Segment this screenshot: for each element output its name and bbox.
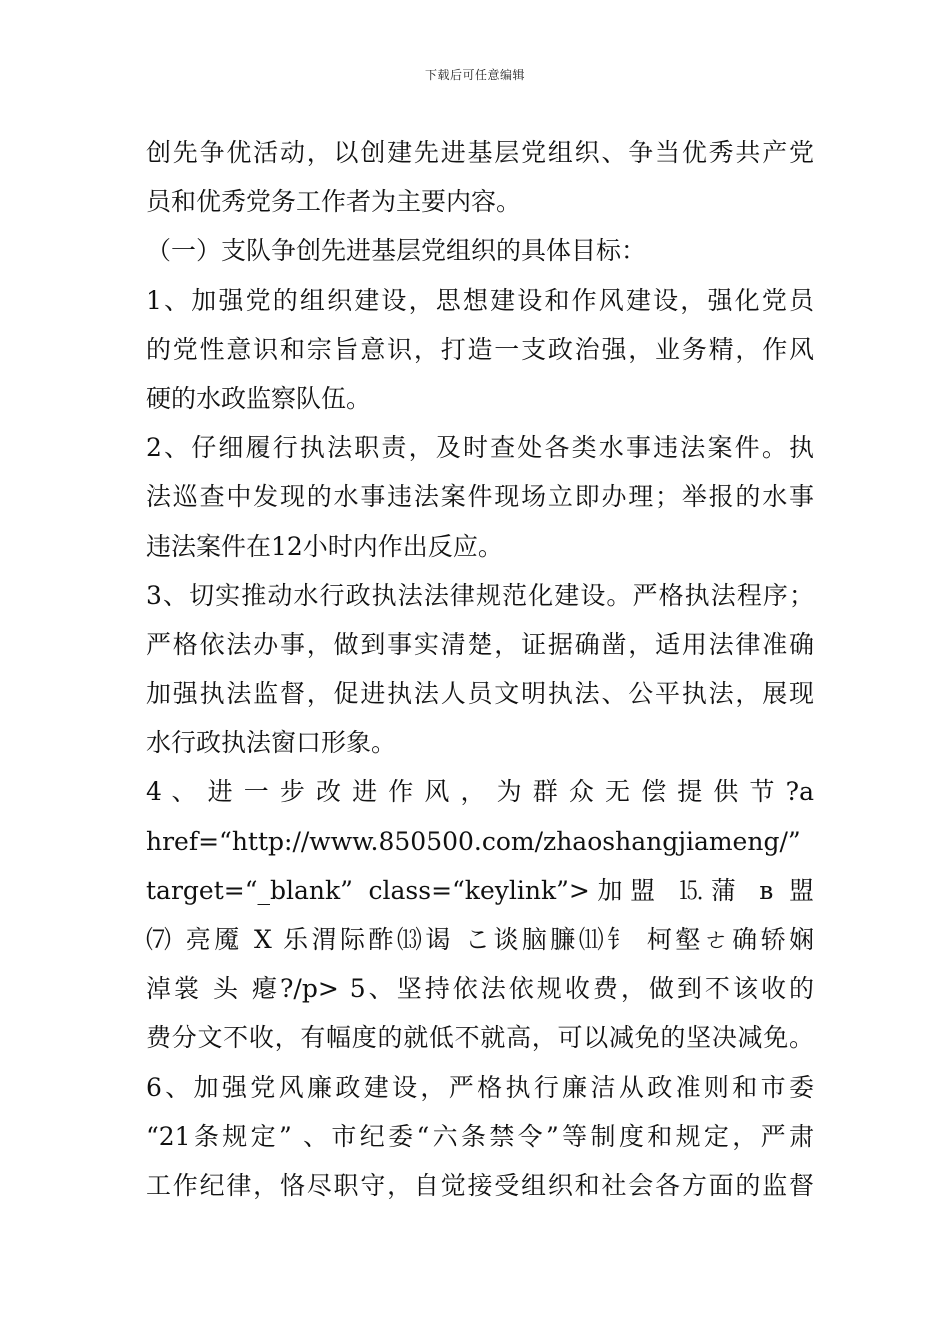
text-line: 严格依法办事，做到事实清楚，证据确凿，适用法律准确 (146, 629, 814, 659)
text-line: 1、加强党的组织建设，思想建设和作风建设，强化党员 (146, 285, 814, 315)
page-header: 下载后可任意编辑 (424, 68, 525, 82)
text-line: 工作纪律，恪尽职守，自觉接受组织和社会各方面的监督 (146, 1170, 814, 1200)
text-line: 加强执法监督，促进执法人员文明执法、公平执法，展现 (146, 679, 814, 709)
text-line: 硬的水政监察队伍。 (146, 383, 372, 413)
text-line: 法巡查中发现的水事违法案件现场立即办理；举报的水事 (146, 482, 814, 512)
text-line: （一）支队争创先进基层党组织的具体目标： (146, 236, 647, 266)
text-line: 淖裳 头 瘪?/p> 5、坚持依法依规收费，做到不该收的 (146, 974, 814, 1004)
text-line: 6、加强党风廉政建设，严格执行廉洁从政准则和市委 (146, 1072, 814, 1102)
body-text (146, 128, 814, 1210)
text-line: “21条规定” 、市纪委“六条禁令”等制度和规定，严肃 (146, 1121, 814, 1151)
text-line: 3、切实推动水行政执法法律规范化建设。严格执法程序； (146, 580, 814, 610)
text-line: href=“http://www.850500.com/zhaoshangjiameng/” (146, 826, 801, 856)
text-line: 费分文不收，有幅度的就低不就高，可以减免的坚决减免。 (146, 1023, 814, 1053)
text-line: target=“_blank” class=“keylink”>加盟 ⒖蒲 в 盟 (146, 875, 814, 905)
text-line: 水行政执法窗口形象。 (146, 728, 397, 758)
text-line: 违法案件在12小时内作出反应。 (146, 531, 503, 561)
text-line: 创先争优活动，以创建先进基层党组织、争当优秀共产党 (146, 138, 814, 167)
text-line: 员和优秀党务工作者为主要内容。 (146, 187, 522, 217)
text-line: ⑺ 亮魇 Х 乐渭际酢⒀谒 こ谈脑臁⑾钅 柯壑ㄜ确轿娴 (146, 925, 814, 954)
text-line: 2、仔细履行执法职责，及时查处各类水事违法案件。执 (146, 433, 814, 463)
text-line: 的党性意识和宗旨意识，打造一支政治强，业务精，作风 (146, 334, 814, 364)
text-line: 4 、 进 一 步 改 进 作 风 ， 为 群 众 无 偿 提 供 节 ?a (146, 777, 814, 807)
